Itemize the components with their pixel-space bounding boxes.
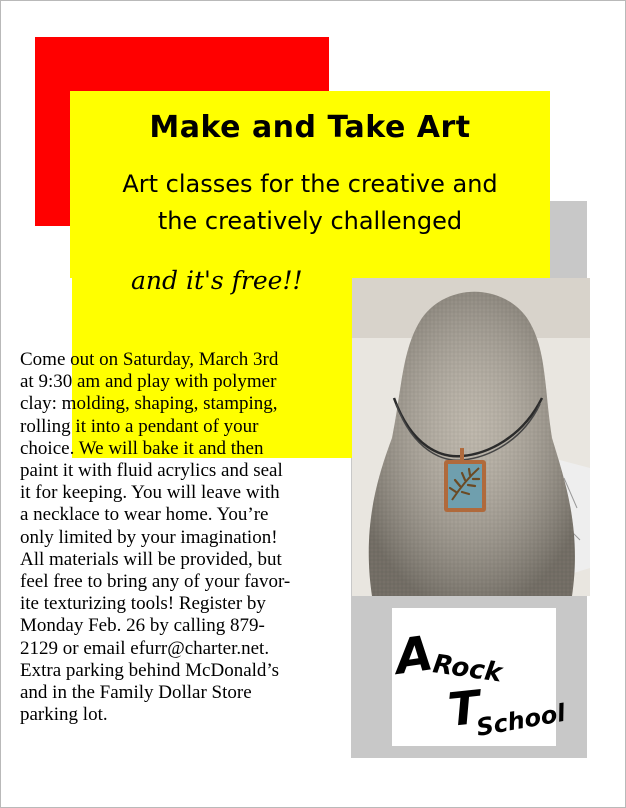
art-rock-school-logo [391,608,568,746]
body-line: Come out on Saturday, March 3rd [20,349,279,370]
body-line: Monday Feb. 26 by calling 879- [20,615,265,637]
body-line: All materials will be provided, but [20,548,282,570]
body-line: paint it with fluid acrylics and seal [20,460,283,482]
body-line: feel free to bring any of your favor- [20,571,291,593]
subtitle-line: Art classes for the creative and [122,170,498,198]
necklace-photo [352,278,590,596]
event-description [20,349,360,726]
body-line: clay: molding, shaping, stamping, [20,393,278,415]
body-line: at 9:30 am and play with polymer [20,371,277,393]
body-line: it for keeping. You will leave with [20,482,280,504]
body-line: 2129 or email efurr@charter.net. [20,637,270,659]
body-line: Extra parking behind McDonald’s [20,659,280,681]
body-line: ite texturizing tools! Register by [20,593,266,615]
logo-letter-t: T [445,679,483,737]
logo-word-school: School [474,698,568,742]
body-line: and in the Family Dollar Store [20,682,252,704]
flyer-title: Make and Take Art [149,110,471,145]
body-line: only limited by your imagination! [20,526,278,548]
body-line: a necklace to wear home. You’re [20,504,269,526]
body-line: choice. We will bake it and then [20,437,264,459]
subtitle-line: the creatively challenged [157,207,463,235]
body-line: parking lot. [20,704,108,726]
logo-letter-a: A [391,625,437,686]
free-tagline: and it's free!! [131,266,303,295]
logo-word-rock: Rock [431,649,504,689]
flyer-subtitle [85,166,535,240]
body-line: rolling it into a pendant of your [20,415,259,437]
